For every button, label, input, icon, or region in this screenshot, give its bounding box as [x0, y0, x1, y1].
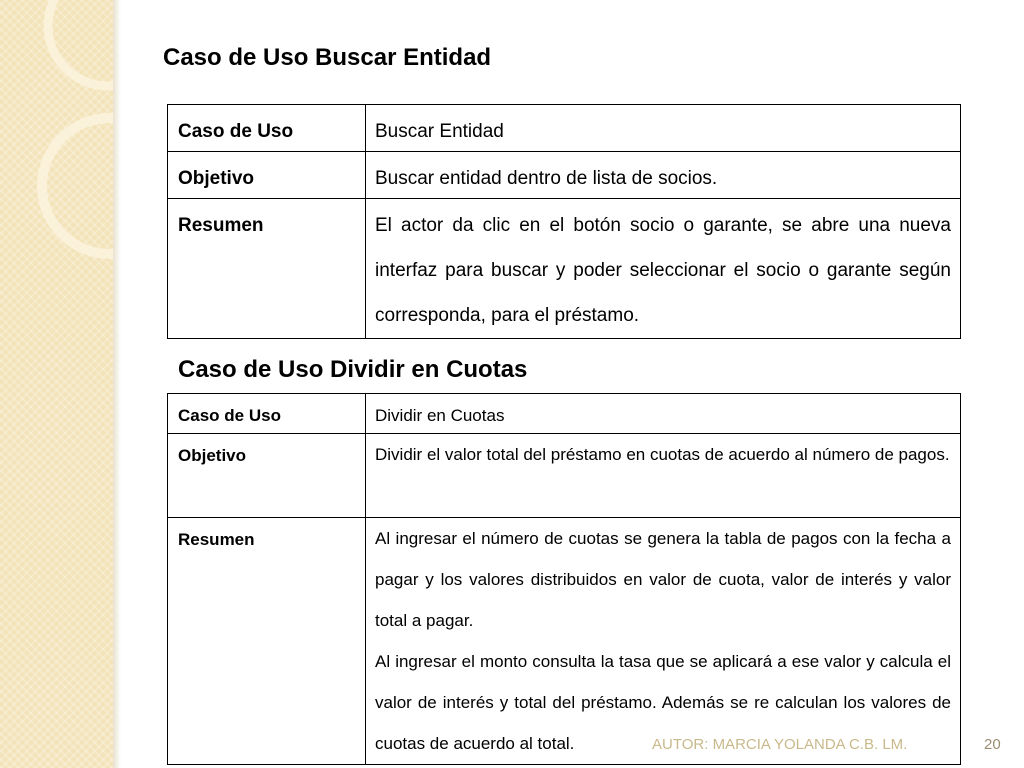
row-value: Al ingresar el número de cuotas se genera la tabla de pagos con la fecha a pagar y los valores distribuidos en valor de cuota, valor de interés y valor total a pagar. [375, 529, 951, 630]
row-key: Resumen [168, 199, 366, 339]
use-case-table-dividir-cuotas [167, 393, 961, 765]
row-value: El actor da clic en el botón socio o garante, se abre una nueva interfaz para buscar y poder seleccionar el socio o garante según corresponda, para el préstamo. [375, 215, 951, 326]
row-value: Buscar entidad dentro de lista de socios. [366, 152, 961, 199]
row-value-continued: Al ingresar el monto consulta la tasa que se aplicará a ese valor y calcula el valor de interés y total del préstamo. Además se re calculan los valores de cuotas de acuerdo al total. [375, 652, 951, 753]
section2-title: Caso de Uso Dividir en Cuotas [178, 356, 528, 383]
table-row [168, 105, 961, 152]
decorative-sidebar [0, 0, 113, 768]
footer-author: AUTOR: MARCIA YOLANDA C.B. LM. [652, 736, 908, 753]
row-value-cell [366, 199, 961, 339]
row-value: Buscar Entidad [366, 105, 961, 152]
row-value-cell [366, 434, 961, 518]
row-value: Dividir el valor total del préstamo en cuotas de acuerdo al número de pagos. [375, 445, 950, 464]
row-key: Objetivo [168, 152, 366, 199]
row-key: Objetivo [168, 434, 366, 518]
sidebar-shadow [113, 0, 121, 768]
decorative-circles-icon [0, 0, 113, 768]
row-value: Dividir en Cuotas [366, 394, 961, 434]
section1-title: Caso de Uso Buscar Entidad [163, 44, 492, 71]
table-row [168, 394, 961, 434]
use-case-table-buscar-entidad [167, 104, 961, 339]
row-value-cell [366, 518, 961, 765]
table-row [168, 434, 961, 518]
table-row [168, 199, 961, 339]
page-number: 20 [984, 736, 1001, 753]
row-key: Caso de Uso [168, 394, 366, 434]
row-key: Resumen [168, 518, 366, 765]
row-key: Caso de Uso [168, 105, 366, 152]
table-row [168, 152, 961, 199]
table-row [168, 518, 961, 765]
